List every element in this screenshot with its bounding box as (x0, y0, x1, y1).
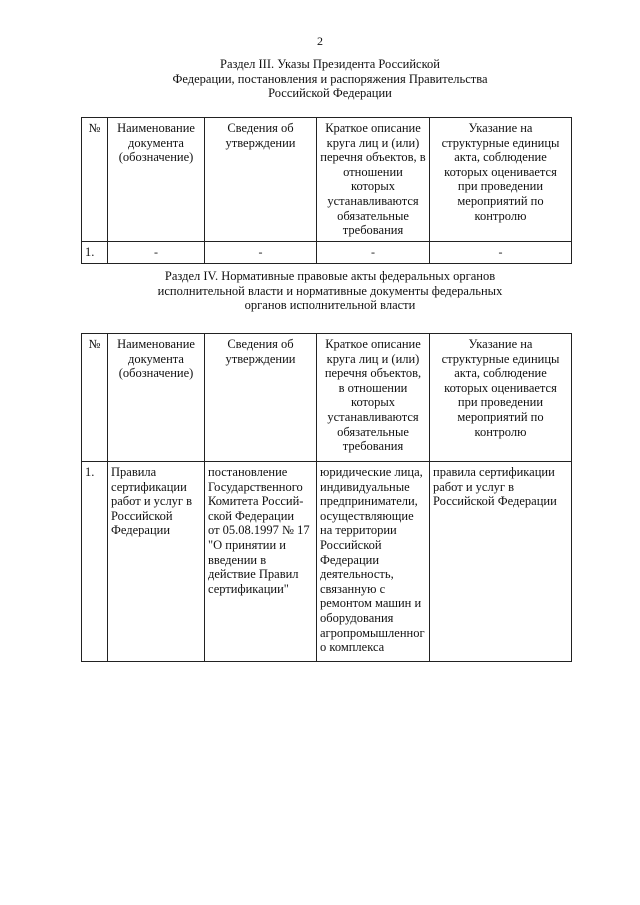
section-3-heading: Раздел III. Указы Президента Российской Федерации, постановления и распоряжения Правительства Российской Федерации (172, 57, 488, 101)
column-header-document-name: Наименование документа (обозначение) (108, 334, 205, 462)
column-header-structural-units: Указание на структурные единицы акта, соблюдение которых оценивается при проведении мероприятий по контролю (430, 118, 572, 242)
column-header-approval-info: Сведения об утверждении (205, 118, 317, 242)
cell-number: 1. (82, 241, 108, 263)
cell-structural-units: правила сертификации работ и услуг в Российской Федерации (430, 462, 572, 662)
table-row (82, 462, 572, 662)
cell-description: - (317, 241, 430, 263)
column-header-approval-info: Сведения об утверждении (205, 334, 317, 462)
cell-document-name: Правила сертификации работ и услуг в Российской Федерации (108, 462, 205, 662)
column-header-description: Краткое описание круга лиц и (или) перечня объектов, в отношении которых устанавливаются обязательные требования (317, 334, 430, 462)
cell-description: юридические лица, индивидуальные предприниматели, осуществляющие на территории Российской Федерации деятельность, связанную с ремонтом машин и оборудования агропромышленног о комплекса (317, 462, 430, 662)
section-4-table (81, 333, 572, 662)
table-header-row (82, 334, 572, 462)
cell-structural-units: - (430, 241, 572, 263)
table-header-row (82, 118, 572, 242)
column-header-number: № (82, 334, 108, 462)
section-3-table (81, 117, 572, 264)
column-header-number: № (82, 118, 108, 242)
page-number: 2 (317, 34, 323, 48)
cell-approval-info: постановление Государственного Комитета Россий- ской Федерации от 05.08.1997 № 17 "О принятии и введении в действие Правил сертификации" (205, 462, 317, 662)
column-header-structural-units: Указание на структурные единицы акта, соблюдение которых оценивается при проведении мероприятий по контролю (430, 334, 572, 462)
table-row (82, 241, 572, 263)
section-4-heading: Раздел IV. Нормативные правовые акты федеральных органов исполнительной власти и нормативные документы федеральных органов исполнительной власти (157, 269, 503, 313)
column-header-description: Краткое описание круга лиц и (или) перечня объектов, в отношении которых устанавливаются обязательные требования (317, 118, 430, 242)
column-header-document-name: Наименование документа (обозначение) (108, 118, 205, 242)
cell-number: 1. (82, 462, 108, 662)
cell-document-name: - (108, 241, 205, 263)
cell-approval-info: - (205, 241, 317, 263)
